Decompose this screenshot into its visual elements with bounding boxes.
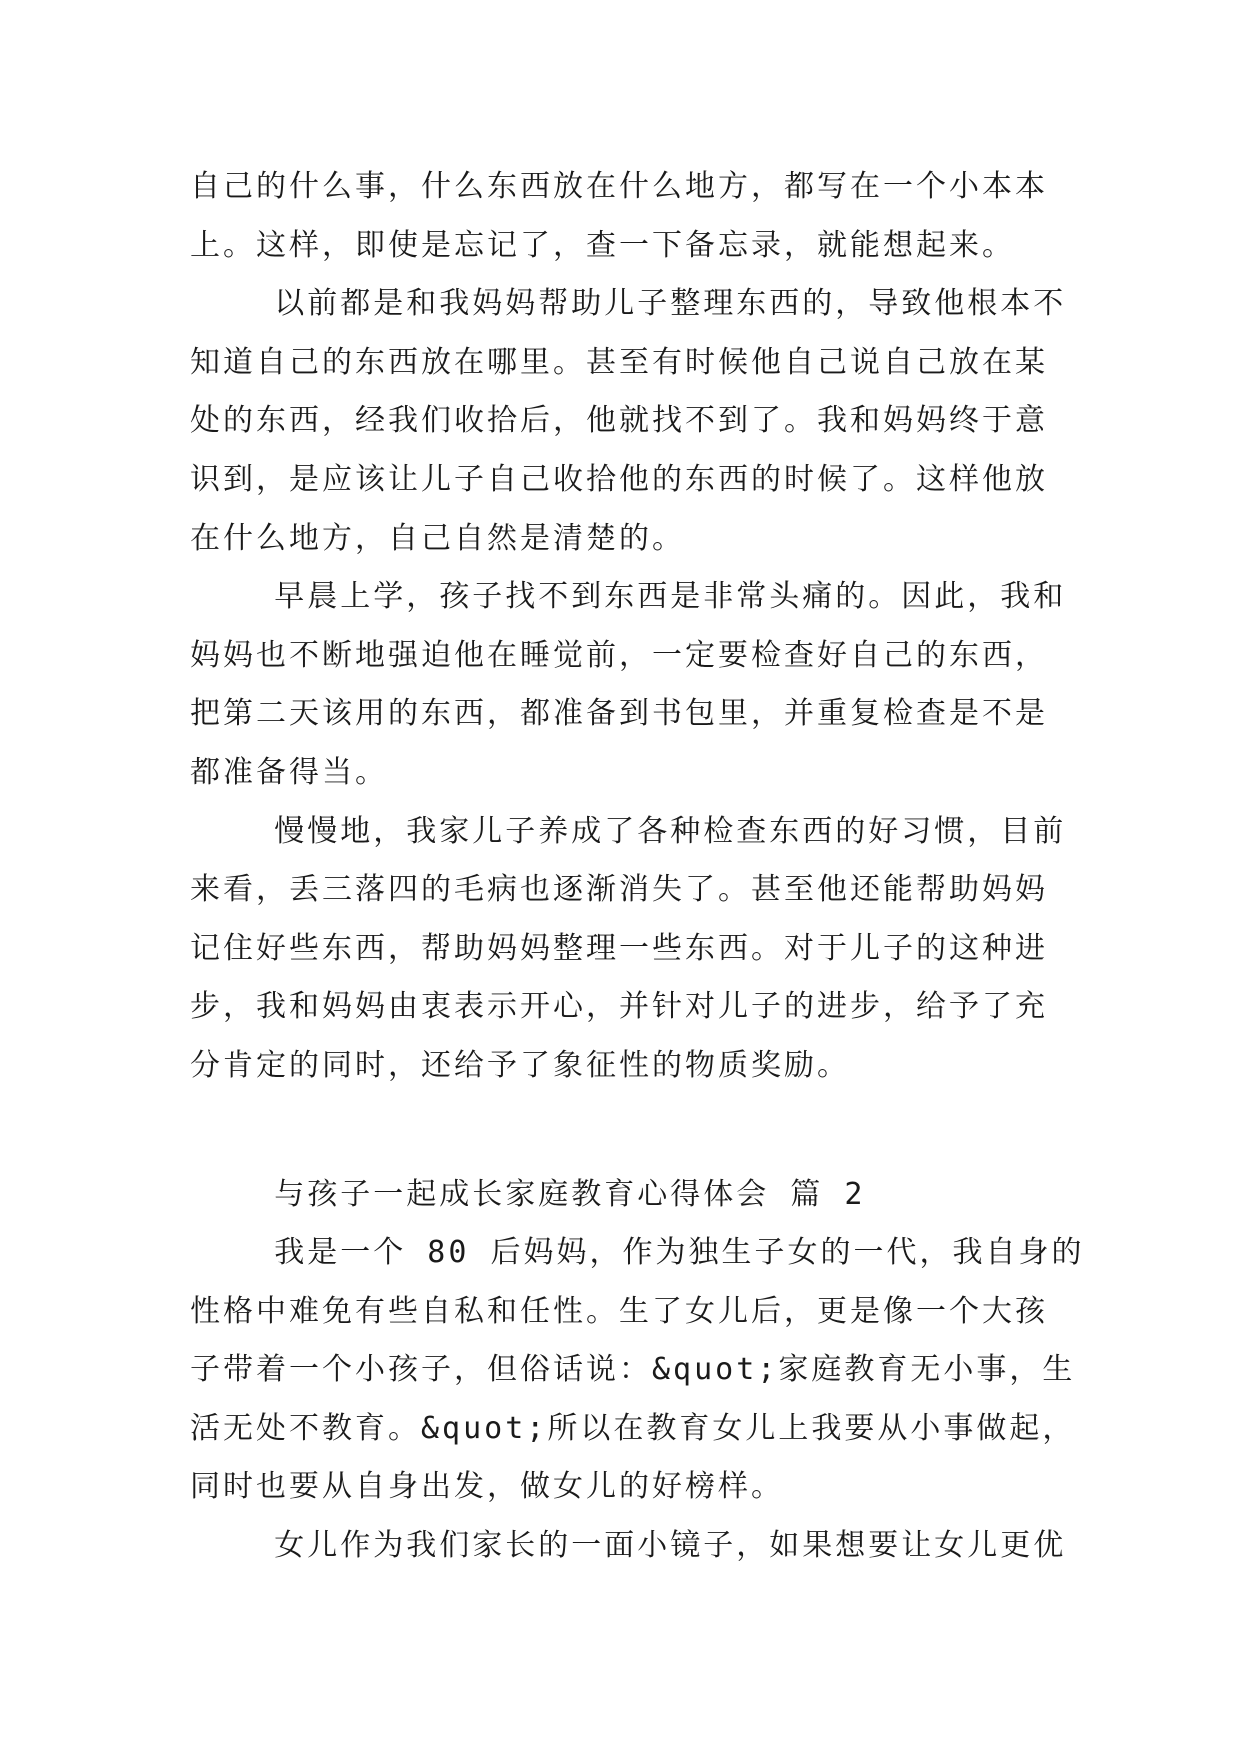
text-line: 活无处不教育。&quot;所以在教育女儿上我要从小事做起，: [190, 1410, 1076, 1446]
text-line: 慢慢地，我家儿子养成了各种检查东西的好习惯，目前: [190, 813, 1067, 849]
text-line: 来看，丢三落四的毛病也逐渐消失了。甚至他还能帮助妈妈: [190, 872, 1048, 908]
text-line: 以前都是和我妈妈帮助儿子整理东西的，导致他根本不: [190, 286, 1067, 322]
text-line: 早晨上学，孩子找不到东西是非常头痛的。因此，我和: [190, 579, 1067, 615]
text-line: 妈妈也不断地强迫他在睡觉前，一定要检查好自己的东西，: [190, 637, 1048, 673]
text-line: 自己的什么事，什么东西放在什么地方，都写在一个小本本: [190, 169, 1048, 204]
text-line: 记住好些东西，帮助妈妈整理一些东西。对于儿子的这种进: [190, 930, 1048, 966]
text-line: 把第二天该用的东西，都准备到书包里，并重复检查是不是: [190, 696, 1048, 732]
text-line: 子带着一个小孩子，但俗话说：&quot;家庭教育无小事，生: [190, 1352, 1076, 1388]
text-line: 上。这样，即使是忘记了，查一下备忘录，就能想起来。: [190, 227, 1015, 263]
section-title: 与孩子一起成长家庭教育心得体会 篇 2: [190, 1176, 866, 1212]
text-line: 步，我和妈妈由衷表示开心，并针对儿子的进步，给予了充: [190, 989, 1048, 1025]
text-line: 都准备得当。: [190, 754, 388, 790]
text-line: 知道自己的东西放在哪里。甚至有时候他自己说自己放在某: [190, 344, 1048, 380]
text-line: 在什么地方，自己自然是清楚的。: [190, 520, 685, 556]
section-spacer: [190, 1096, 1070, 1166]
text-line: 处的东西，经我们收拾后，他就找不到了。我和妈妈终于意: [190, 403, 1048, 439]
text-line: 同时也要从自身出发，做女儿的好榜样。: [190, 1469, 784, 1505]
document-body: [190, 158, 1085, 1576]
text-line: 识到，是应该让儿子自己收拾他的东西的时候了。这样他放: [190, 461, 1048, 497]
text-line: 性格中难免有些自私和任性。生了女儿后，更是像一个大孩: [190, 1293, 1048, 1329]
text-line: 女儿作为我们家长的一面小镜子，如果想要让女儿更优: [190, 1528, 1067, 1564]
text-line: 分肯定的同时，还给予了象征性的物质奖励。: [190, 1047, 850, 1083]
text-line: 我是一个 80 后妈妈，作为独生子女的一代，我自身的: [190, 1235, 1085, 1271]
